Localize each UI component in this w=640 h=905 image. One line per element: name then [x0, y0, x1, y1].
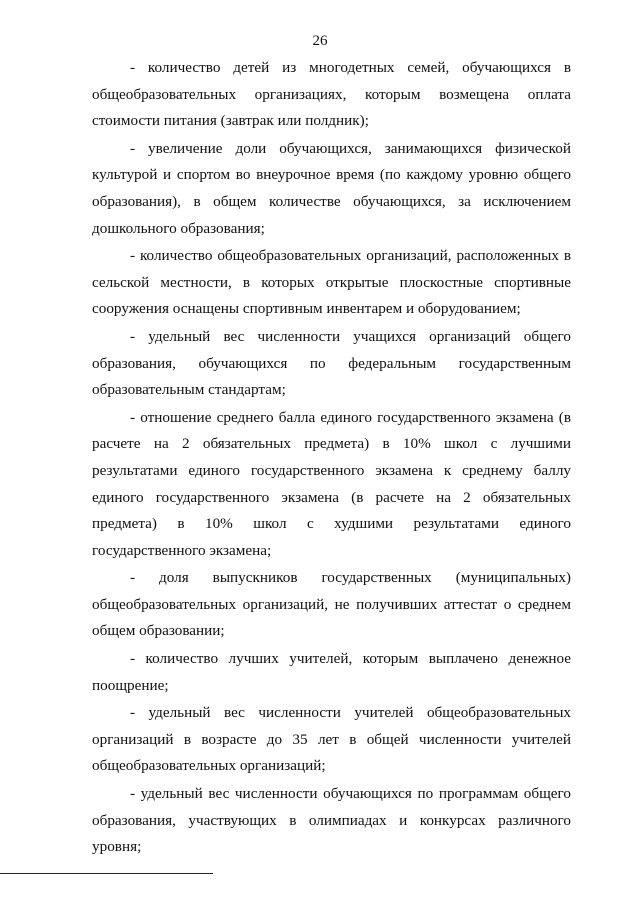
list-item: - удельный вес численности учащихся организаций общего образования, обучающихся по федеральным государственным образовательным стандартам;	[92, 327, 571, 399]
list-item: - удельный вес численности учителей общеобразовательных организаций в возрасте до 35 лет в общей численности учителей общеобразовательных организаций;	[92, 704, 571, 775]
page-number: 26	[312, 33, 328, 49]
list-item: - количество общеобразовательных организаций, расположенных в сельской местности, в которых открытые плоскостные спортивные сооружения оснащены спортивным инвентарем и оборудованием;	[92, 247, 571, 318]
list-item: - доля выпускников государственных (муниципальных) общеобразовательных организаций, не получивших аттестат о среднем общем образовании;	[92, 569, 571, 640]
list-item: - количество детей из многодетных семей, обучающихся в общеобразовательных организациях, которым возмещена оплата стоимости питания (завтрак или полдник);	[92, 59, 571, 130]
footer-divider	[0, 873, 213, 874]
list-item: - увеличение доли обучающихся, занимающихся физической культурой и спортом во внеурочное время (по каждому уровню общего образования), в общем количестве обучающихся, за исключением дошкольного образования;	[92, 139, 571, 237]
document-body	[92, 55, 571, 862]
list-item: - количество лучших учителей, которым выплачено денежное поощрение;	[92, 650, 571, 694]
list-item: - удельный вес численности обучающихся по программам общего образования, участвующих в олимпиадах и конкурсах различного уровня;	[92, 785, 571, 856]
list-item: - отношение среднего балла единого государственного экзамена (в расчете на 2 обязательных предмета) в 10% школ с лучшими результатами единого государственного экзамена к среднему баллу единого государственного экзамена (в расчете на 2 обязательных предмета) в 10% школ с худшими результатами единого государственного экзамена;	[92, 408, 571, 559]
